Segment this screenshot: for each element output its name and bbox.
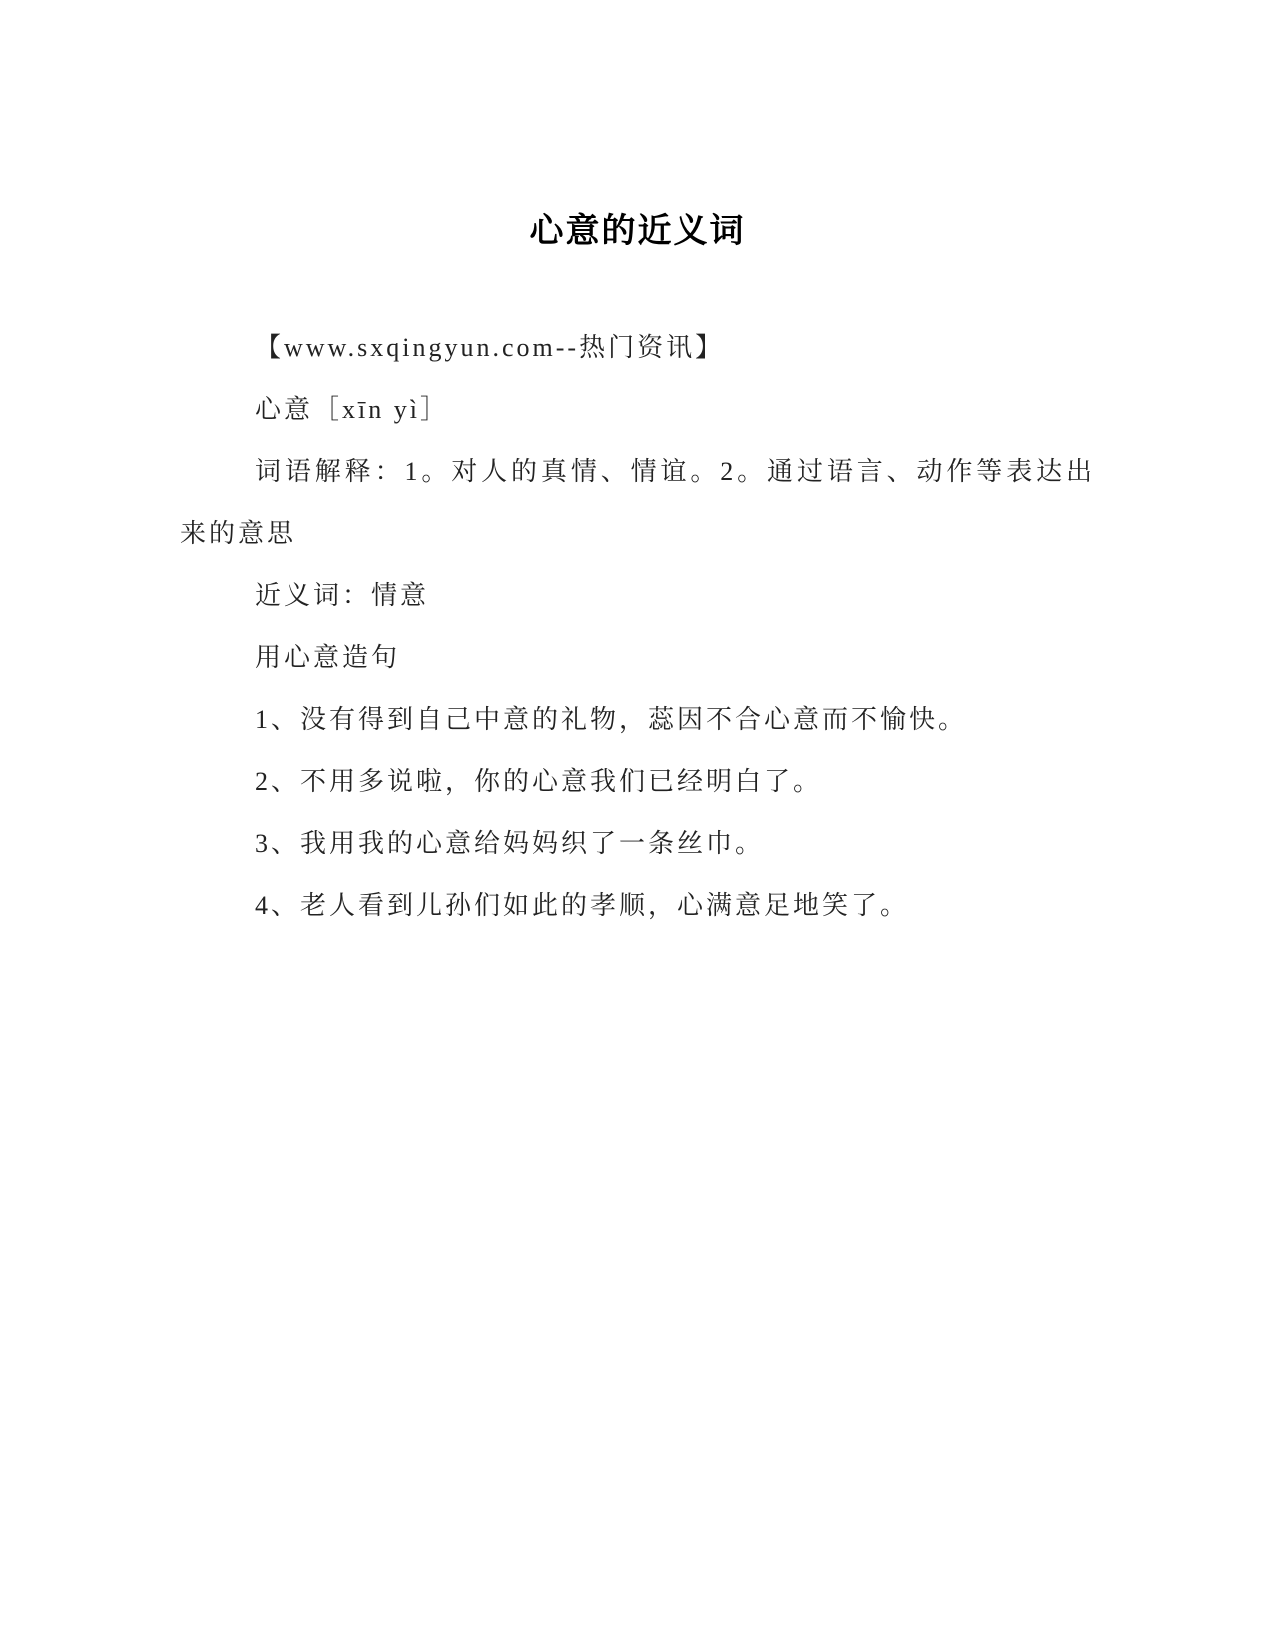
example-sentence-1: 1、没有得到自己中意的礼物，蕊因不合心意而不愉快。	[255, 705, 968, 734]
synonym-line: 近义词：情意	[255, 581, 430, 610]
definition-paragraph: 词语解释：1。对人的真情、情谊。2。通过语言、动作等表达出来的意思	[180, 457, 1095, 548]
document-body	[180, 317, 1095, 937]
document-content	[180, 0, 1095, 937]
usage-heading: 用心意造句	[255, 643, 401, 672]
document-title: 心意的近义词	[529, 212, 746, 250]
source-line: 【www.sxqingyun.com--热门资讯】	[255, 333, 725, 362]
example-sentence-2: 2、不用多说啦，你的心意我们已经明白了。	[255, 767, 823, 796]
example-sentence-4: 4、老人看到儿孙们如此的孝顺，心满意足地笑了。	[255, 891, 910, 920]
term-with-pinyin: 心意［xīn yì］	[255, 395, 449, 424]
example-sentence-3: 3、我用我的心意给妈妈织了一条丝巾。	[255, 829, 765, 858]
